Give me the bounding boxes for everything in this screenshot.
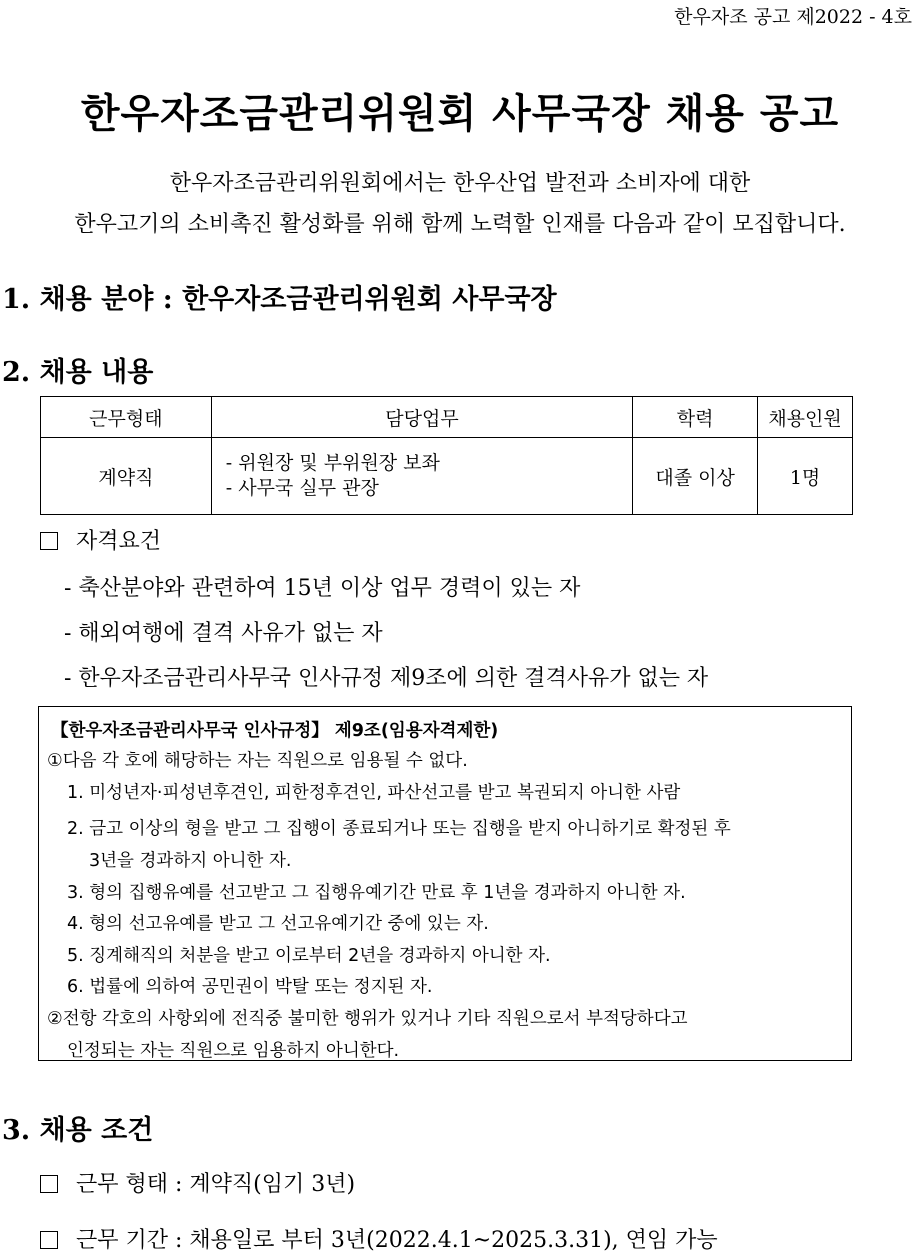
cell-headcount: 1명 — [758, 438, 853, 515]
cell-education: 대졸 이상 — [633, 438, 758, 515]
rule-paragraph-1: ①다음 각 호에 해당하는 자는 직원으로 임용될 수 없다. — [47, 751, 468, 771]
rule-paragraph-2-continuation: 인정되는 자는 직원으로 임용하지 아니한다. — [67, 1041, 400, 1061]
job-table — [40, 396, 853, 515]
checkbox-square-icon — [40, 532, 58, 550]
duty-item: - 위원장 및 부위원장 보좌 — [225, 452, 440, 475]
cell-duties — [211, 438, 632, 515]
rule-item: 2. 금고 이상의 형을 받고 그 집행이 종료되거나 또는 집행을 받지 아니하기로 확정된 후 — [67, 819, 731, 839]
job-table-header-row — [41, 397, 853, 438]
page-title: 한우자조금관리위원회 사무국장 채용 공고 — [80, 91, 840, 137]
condition-label: 근무 형태 : 계약직(임기 3년) — [76, 1172, 356, 1197]
rule-item: 4. 형의 선고유예를 받고 그 선고유예기간 중에 있는 자. — [67, 914, 489, 934]
qualification-item: - 해외여행에 결격 사유가 없는 자 — [64, 621, 383, 646]
intro-line-1: 한우자조금관리위원회에서는 한우산업 발전과 소비자에 대한 — [169, 171, 751, 196]
cell-employment-type: 계약직 — [41, 438, 212, 515]
qualification-item: - 축산분야와 관련하여 15년 이상 업무 경력이 있는 자 — [64, 576, 581, 601]
section-recruitment-content: 2. 채용 내용 — [2, 357, 154, 388]
duty-item: - 사무국 실무 관장 — [225, 477, 379, 499]
job-table-row — [41, 438, 853, 515]
personnel-rule-box — [38, 706, 852, 1061]
rule-paragraph-2: ②전항 각호의 사항외에 전직중 불미한 행위가 있거나 기타 직원으로서 부적당하다고 — [47, 1009, 688, 1029]
header-education: 학력 — [633, 397, 758, 438]
header-duties: 담당업무 — [211, 397, 632, 438]
section-conditions: 3. 채용 조건 — [2, 1115, 154, 1146]
rule-item: 3. 형의 집행유예를 선고받고 그 집행유예기간 만료 후 1년을 경과하지 아니한 자. — [67, 883, 686, 903]
rule-item-continuation: 3년을 경과하지 아니한 자. — [89, 851, 292, 871]
header-headcount: 채용인원 — [758, 397, 853, 438]
qualifications-heading-label: 자격요건 — [76, 529, 162, 554]
qualifications-heading — [40, 524, 161, 555]
condition-label: 근무 기간 : 채용일로 부터 3년(2022.4.1~2025.3.31), 연임 가능 — [76, 1228, 718, 1253]
rule-item: 6. 법률에 의하여 공민권이 박탈 또는 정지된 자. — [67, 977, 433, 997]
intro-line-2: 한우고기의 소비촉진 활성화를 위해 함께 노력할 인재를 다음과 같이 모집합니다. — [74, 212, 846, 237]
section-recruitment-field: 1. 채용 분야 : 한우자조금관리위원회 사무국장 — [2, 284, 557, 315]
checkbox-square-icon — [40, 1231, 58, 1249]
rule-box-title: 【한우자조금관리사무국 인사규정】 제9조(임용자격제한) — [51, 721, 499, 741]
rule-item: 1. 미성년자·피성년후견인, 피한정후견인, 파산선고를 받고 복권되지 아니한 사람 — [67, 783, 681, 803]
checkbox-square-icon — [40, 1175, 58, 1193]
condition-item — [40, 1167, 355, 1198]
document-number: 한우자조 공고 제2022 - 4호 — [674, 6, 912, 28]
rule-item: 5. 징계해직의 처분을 받고 이로부터 2년을 경과하지 아니한 자. — [67, 946, 551, 966]
header-employment-type: 근무형태 — [41, 397, 212, 438]
condition-item — [40, 1223, 718, 1254]
qualification-item: - 한우자조금관리사무국 인사규정 제9조에 의한 결격사유가 없는 자 — [64, 666, 709, 691]
